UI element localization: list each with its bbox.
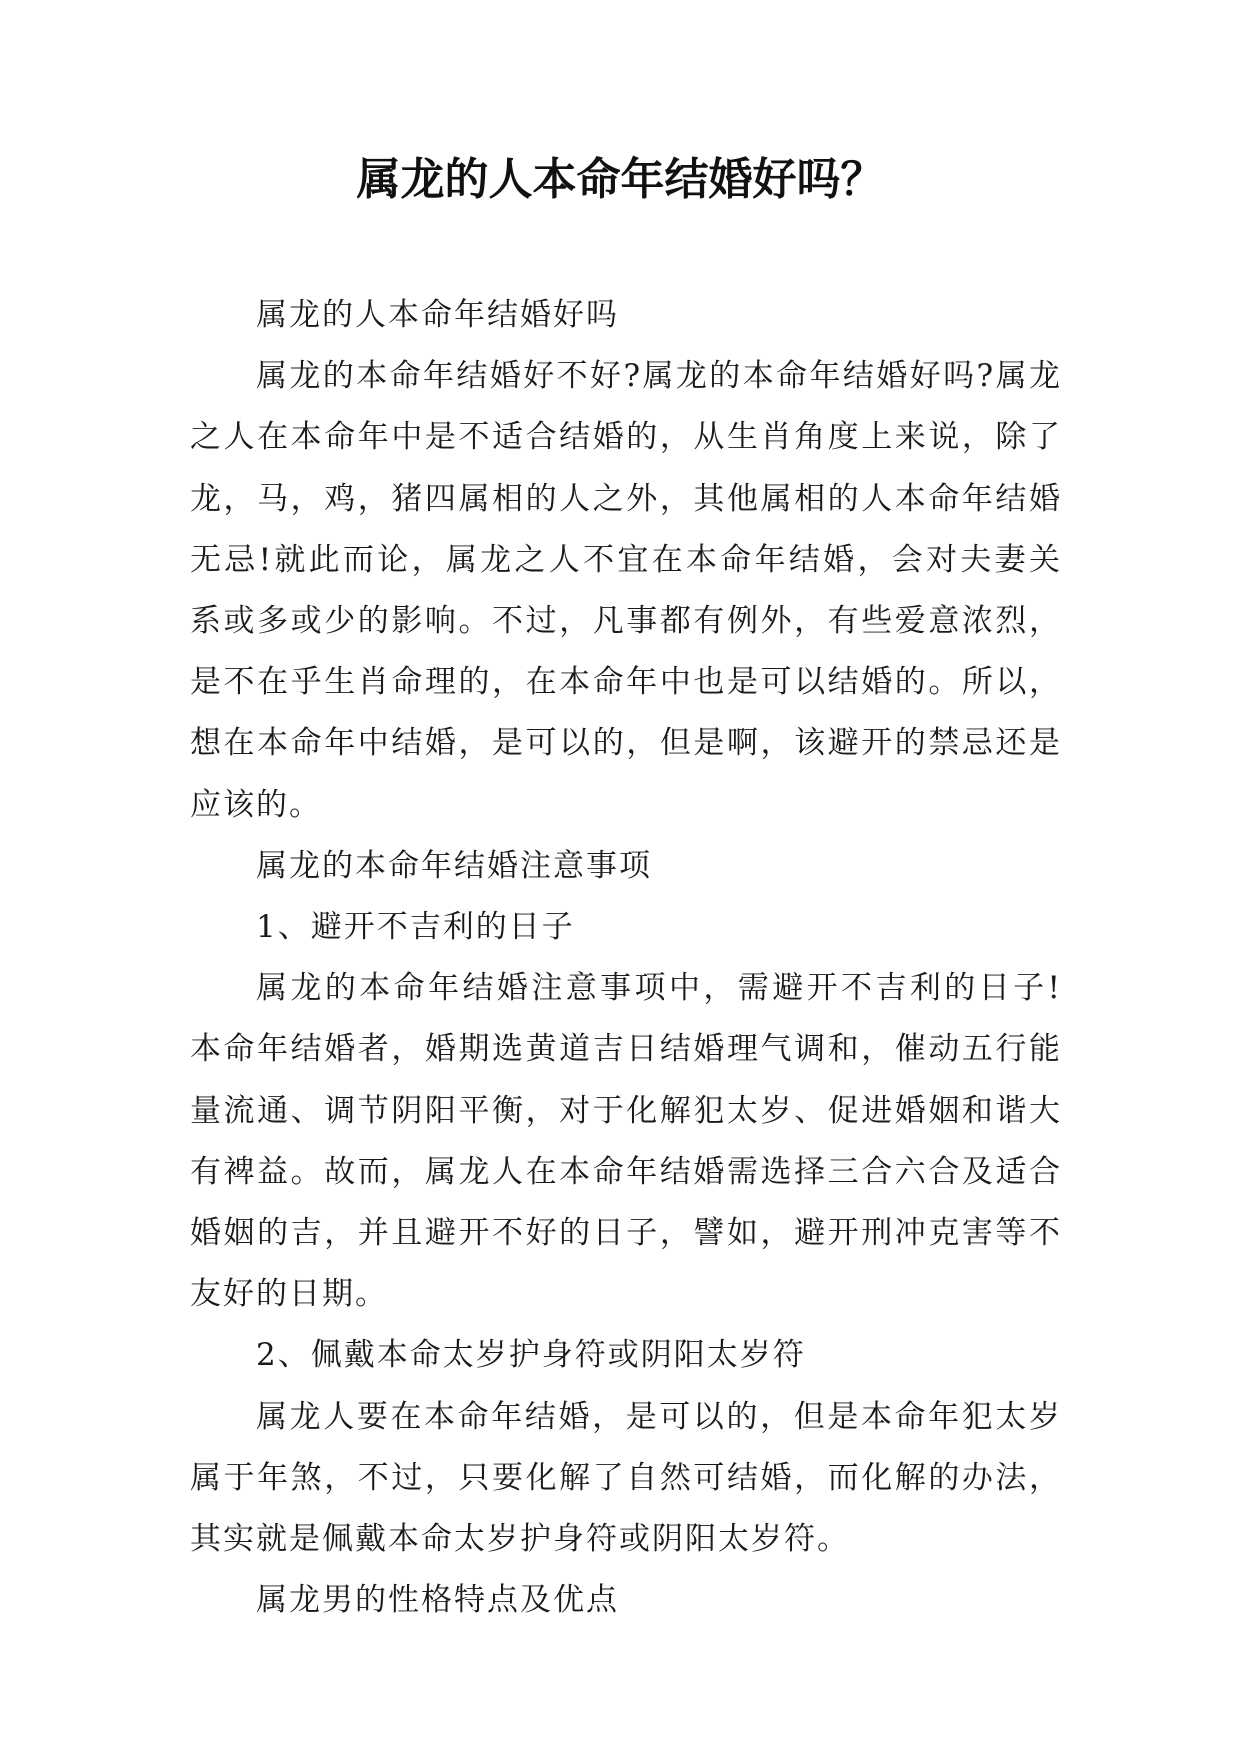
document-title: 属龙的人本命年结婚好吗？ [356,154,885,205]
paragraph-item-1-heading: 1、避开不吉利的日子 [256,909,575,946]
paragraph-item-1-body: 属龙的本命年结婚注意事项中，需避开不吉利的日子!本命年结婚者，婚期选黄道吉日结婚理气调和，催动五行能量流通、调节阴阳平衡，对于化解犯太岁、促进婚姻和谐大有裨益。故而，属龙人在本命年结婚需选择三合六合及适合婚姻的吉，并且避开不好的日子，譬如，避开刑冲克害等不友好的日期。 [190,970,1062,1313]
paragraph-heading-notes: 属龙的本命年结婚注意事项 [256,847,652,884]
paragraph-subtitle: 属龙的人本命年结婚好吗 [256,297,619,333]
paragraph-item-2-body: 属龙人要在本命年结婚，是可以的，但是本命年犯太岁属于年煞，不过，只要化解了自然可结婚，而化解的办法，其实就是佩戴本命太岁护身符或阴阳太岁符。 [190,1398,1062,1558]
paragraph-item-2-heading: 2、佩戴本命太岁护身符或阴阳太岁符 [256,1337,806,1374]
paragraph-intro: 属龙的本命年结婚好不好?属龙的本命年结婚好吗?属龙之人在本命年中是不适合结婚的，从生肖角度上来说，除了龙，马，鸡，猪四属相的人之外，其他属相的人本命年结婚无忌!就此而论，属龙之人不宜在本命年结婚，会对夫妻关系或多或少的影响。不过，凡事都有例外，有些爱意浓烈，是不在乎生肖命理的，在本命年中也是可以结婚的。所以，想在本命年中结婚，是可以的，但是啊，该避开的禁忌还是应该的。 [190,358,1062,823]
document-body [190,285,1062,1631]
paragraph-heading-personality: 属龙男的性格特点及优点 [256,1582,619,1619]
